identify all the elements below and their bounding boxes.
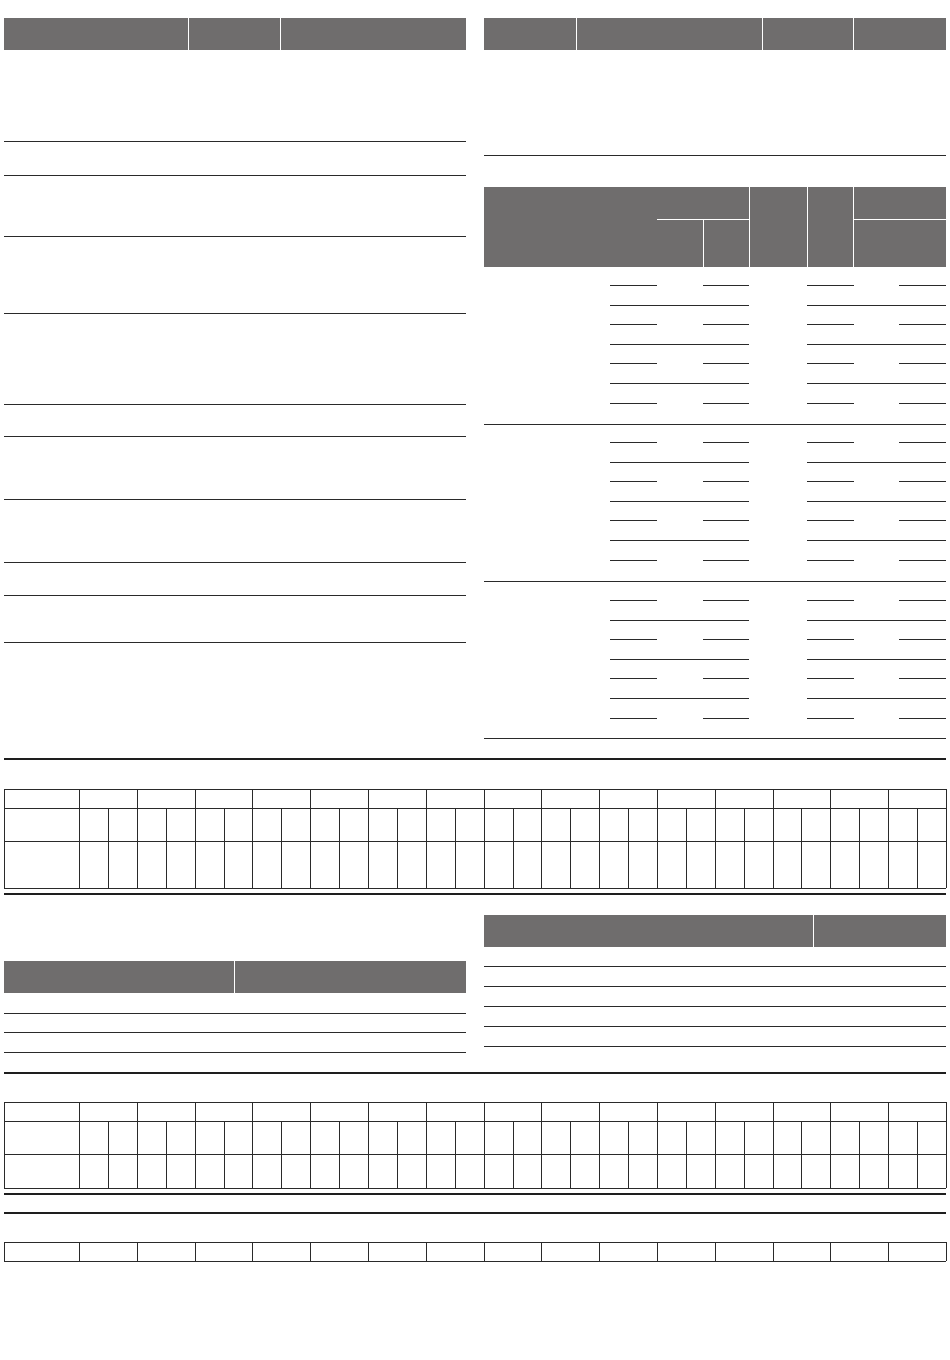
cell-rule (610, 718, 657, 719)
cell-rule (610, 698, 749, 699)
cell-rule (807, 363, 854, 364)
grid-subcol (281, 808, 282, 888)
grid-col (484, 789, 485, 888)
cell-rule (703, 481, 749, 482)
cell-rule (807, 324, 854, 325)
grid-col (541, 789, 542, 888)
cell-rule (610, 462, 749, 463)
table-row-rule (4, 562, 466, 563)
table-row-rule (484, 1026, 946, 1027)
grid-col (888, 1102, 889, 1188)
cell-rule (807, 403, 854, 404)
cell-rule (703, 718, 749, 719)
cell-rule (610, 344, 749, 345)
grid-col (426, 789, 427, 888)
cell-rule (807, 659, 946, 660)
grid-col (715, 1242, 716, 1261)
cell-rule (899, 639, 946, 640)
cell-rule (703, 442, 749, 443)
right-grouped-table-header-divider (853, 187, 854, 267)
cell-rule (899, 324, 946, 325)
grid-subcol (917, 808, 918, 888)
group-rule (484, 581, 946, 582)
table-row-rule (4, 404, 466, 405)
cell-rule (899, 600, 946, 601)
grid-subcol (339, 1121, 340, 1188)
grid-subcol (166, 808, 167, 888)
grid-subcol (744, 1121, 745, 1188)
grid-col (599, 789, 600, 888)
grid-col (657, 1102, 658, 1188)
cell-rule (807, 600, 854, 601)
cell-rule (610, 403, 657, 404)
grid-rule (4, 841, 946, 842)
table-row-rule (4, 595, 466, 596)
grid-col (657, 1242, 658, 1261)
grid-col (657, 789, 658, 888)
grid-col (484, 1102, 485, 1188)
grid-subcol (455, 1121, 456, 1188)
section-rule (4, 758, 946, 760)
cell-rule (610, 520, 657, 521)
right-top-table-header-divider (853, 18, 854, 50)
grid-subcol (224, 1121, 225, 1188)
cell-rule (703, 560, 749, 561)
cell-rule (610, 442, 657, 443)
cell-rule (899, 442, 946, 443)
table-row-rule (4, 642, 466, 643)
table-row-rule (4, 1052, 466, 1053)
header-subrule (853, 219, 946, 220)
grid-subcol (859, 808, 860, 888)
grid-col (599, 1242, 600, 1261)
grid-col (79, 1242, 80, 1261)
left-table-header-divider (280, 18, 281, 50)
section-rule (4, 1193, 946, 1195)
grid-edge (946, 1102, 947, 1188)
grid-col (830, 1242, 831, 1261)
grid-subcol (166, 1121, 167, 1188)
table-rule (484, 155, 946, 156)
cell-rule (807, 639, 854, 640)
cell-rule (703, 678, 749, 679)
grid-edge (4, 1102, 5, 1188)
grid-rule (4, 1261, 946, 1262)
cell-rule (807, 285, 854, 286)
grid-subcol (397, 808, 398, 888)
grid-subcol (570, 1121, 571, 1188)
cell-rule (610, 285, 657, 286)
table-row-rule (4, 175, 466, 176)
cell-rule (807, 481, 854, 482)
cell-rule (703, 363, 749, 364)
grid-col (830, 1102, 831, 1188)
group-rule (484, 738, 946, 739)
grid-col (715, 789, 716, 888)
cell-rule (807, 462, 946, 463)
grid-col (368, 1242, 369, 1261)
right-top-table-header-divider (576, 18, 577, 50)
grid-edge (946, 1242, 947, 1261)
grid-edge (946, 789, 947, 888)
grid-col (599, 1102, 600, 1188)
grid-col (426, 1242, 427, 1261)
grid-edge (4, 1242, 5, 1261)
cell-rule (610, 540, 749, 541)
group-rule (484, 424, 946, 425)
grid-col (310, 789, 311, 888)
cell-rule (610, 639, 657, 640)
cell-rule (703, 285, 749, 286)
grid-subcol (108, 808, 109, 888)
grid-col (368, 789, 369, 888)
cell-rule (807, 520, 854, 521)
grid-col (195, 1102, 196, 1188)
grid-col (137, 789, 138, 888)
cell-rule (807, 698, 946, 699)
cell-rule (610, 501, 749, 502)
grid-subcol (108, 1121, 109, 1188)
bottom-right-table-header (484, 915, 946, 947)
cell-rule (807, 383, 946, 384)
cell-rule (610, 363, 657, 364)
table-row-rule (4, 141, 466, 142)
grid-rule (4, 1242, 946, 1243)
right-grouped-table-header-divider (749, 187, 750, 267)
cell-rule (807, 305, 946, 306)
right-grouped-table-header-divider (807, 187, 808, 267)
cell-rule (610, 678, 657, 679)
grid-rule (4, 888, 946, 889)
bottom-left-table-header-divider (234, 961, 235, 993)
grid-subcol (513, 808, 514, 888)
cell-rule (899, 403, 946, 404)
grid-col (252, 789, 253, 888)
cell-rule (610, 659, 749, 660)
cell-rule (899, 718, 946, 719)
table-row-rule (484, 986, 946, 987)
cell-rule (899, 560, 946, 561)
cell-rule (899, 285, 946, 286)
bottom-right-table-header-divider (813, 915, 814, 947)
grid-rule (4, 1154, 946, 1155)
grid-col (252, 1242, 253, 1261)
grid-rule (4, 808, 946, 809)
grid-subcol (859, 1121, 860, 1188)
grid-subcol (628, 1121, 629, 1188)
cell-rule (807, 620, 946, 621)
grid-col (484, 1242, 485, 1261)
table-row-rule (4, 1032, 466, 1033)
grid-col (310, 1242, 311, 1261)
grid-subcol (801, 808, 802, 888)
grid-col (252, 1102, 253, 1188)
grid-col (541, 1102, 542, 1188)
grid-subcol (339, 808, 340, 888)
grid-subcol (801, 1121, 802, 1188)
right-grouped-table-header-subdivider (703, 219, 704, 267)
grid-subcol (917, 1121, 918, 1188)
grid-subcol (628, 808, 629, 888)
right-top-table-header-divider (762, 18, 763, 50)
table-row-rule (484, 1006, 946, 1007)
table-row-rule (4, 236, 466, 237)
left-table-header-divider (188, 18, 189, 50)
grid-col (426, 1102, 427, 1188)
grid-col (310, 1102, 311, 1188)
right-grouped-table-header (484, 187, 946, 267)
grid-subcol (570, 808, 571, 888)
cell-rule (610, 324, 657, 325)
right-top-table-header (484, 18, 946, 50)
grid-col (773, 789, 774, 888)
grid-rule (4, 789, 946, 790)
grid-col (195, 1242, 196, 1261)
grid-rule (4, 1121, 946, 1122)
grid-col (368, 1102, 369, 1188)
cell-rule (899, 363, 946, 364)
grid-col (79, 789, 80, 888)
cell-rule (610, 600, 657, 601)
grid-subcol (686, 808, 687, 888)
grid-col (830, 789, 831, 888)
table-row-rule (4, 499, 466, 500)
grid-col (715, 1102, 716, 1188)
grid-col (79, 1102, 80, 1188)
table-row-rule (484, 1046, 946, 1047)
grid-subcol (513, 1121, 514, 1188)
cell-rule (807, 560, 854, 561)
grid-edge (4, 789, 5, 888)
grid-rule (4, 1102, 946, 1103)
cell-rule (703, 324, 749, 325)
grid-col (773, 1102, 774, 1188)
cell-rule (807, 501, 946, 502)
grid-col (773, 1242, 774, 1261)
grid-subcol (281, 1121, 282, 1188)
cell-rule (610, 620, 749, 621)
grid-col (137, 1102, 138, 1188)
grid-col (888, 1242, 889, 1261)
cell-rule (807, 678, 854, 679)
table-row-rule (484, 966, 946, 967)
left-table-header (4, 18, 466, 50)
cell-rule (610, 305, 749, 306)
cell-rule (703, 520, 749, 521)
cell-rule (703, 639, 749, 640)
grid-subcol (224, 808, 225, 888)
section-rule (4, 1212, 946, 1214)
section-rule (4, 893, 946, 895)
cell-rule (703, 403, 749, 404)
table-row-rule (4, 1013, 466, 1014)
cell-rule (899, 678, 946, 679)
grid-subcol (744, 808, 745, 888)
grid-subcol (686, 1121, 687, 1188)
grid-rule (4, 1188, 946, 1189)
cell-rule (807, 540, 946, 541)
grid-col (195, 789, 196, 888)
table-row-rule (4, 436, 466, 437)
cell-rule (610, 481, 657, 482)
grid-col (137, 1242, 138, 1261)
grid-col (541, 1242, 542, 1261)
table-row-rule (4, 313, 466, 314)
section-rule (4, 1072, 946, 1074)
grid-subcol (397, 1121, 398, 1188)
grid-col (888, 789, 889, 888)
bottom-left-table-header (4, 961, 466, 993)
cell-rule (610, 383, 749, 384)
cell-rule (610, 560, 657, 561)
cell-rule (899, 481, 946, 482)
cell-rule (899, 520, 946, 521)
cell-rule (807, 718, 854, 719)
cell-rule (703, 600, 749, 601)
grid-subcol (455, 808, 456, 888)
cell-rule (807, 442, 854, 443)
cell-rule (807, 344, 946, 345)
